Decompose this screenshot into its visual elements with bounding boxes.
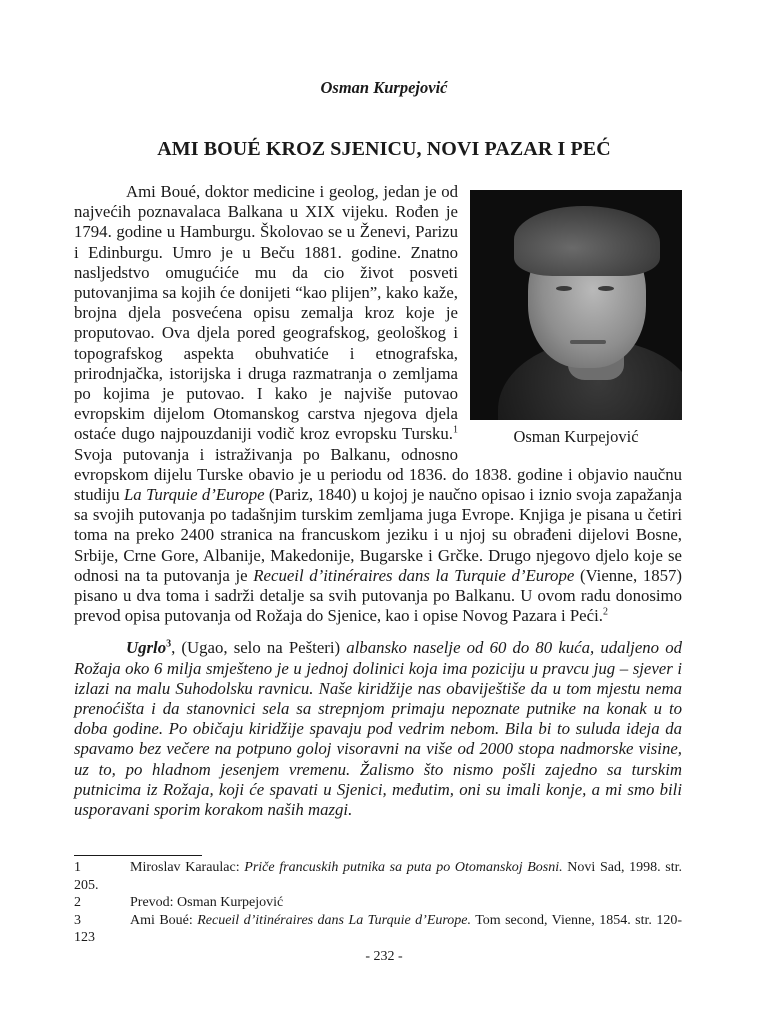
footnote-ref-1[interactable]: 1: [453, 424, 458, 436]
portrait-photo-icon: [470, 190, 682, 420]
book-title: La Turquie d’Europe: [123, 485, 265, 505]
book-title: Recueil d’itinéraires dans la Turquie d’Europe: [253, 565, 575, 585]
place-term: Ugrlo: [126, 638, 167, 658]
paragraph-text: Svoja putovanja i istraživanja po Balkanu, odnosno evropskom dijelu Turske obavio je u periodu od 1836. do 1838. godine i objavio naučnu studiju: [74, 444, 682, 505]
paragraph-text: Ami Boué, doktor medicine i geolog, jedan je od najvećih poznavalaca Balkana u XIX vijeku. Rođen je 1794. godine u Hamburgu. Školovao se u Ženevi, Parizu i Edinburgu. Umro je u Beču 1881. godine. Znatno nasljedstvo omugućiće mu da cio život posveti putovanjima sa kojih će donijeti “kao plijen”, kako kaže, brojna djela posvećena opisu zemalja kroz koje je proputovao. Ova djela pored geografskog, geološkog i topografskog aspekta obuhvatiće i etnografska, prirodnjačka, istorijska i druga razmatranja o zemljama po kojima je putovao. I kako je najviše putovao evropskim dijelom Otomanskog carstva njegova djela ostaće dugo najpouzdaniji vodič kroz evropsku Tursku.: [74, 182, 458, 444]
page-number: - 232 -: [365, 949, 403, 964]
footnote-ref-2[interactable]: 2: [602, 606, 608, 618]
article-title: AMI BOUÉ KROZ SJENICU, NOVI PAZAR I PEĆ: [157, 138, 611, 160]
photo-caption: Osman Kurpejović: [513, 427, 639, 446]
footnote-2: 2 Prevod: Osman Kurpejović: [74, 895, 284, 910]
paragraph-italic-text: albansko naselje od 60 do 80 kuća, udaljeno od Rožaja oko 6 milja smješteno je u jednoj dolinici koja ima poziciju u pravcu jug – sjever i izlazi na malu Suhodolsku ravnicu. Naše kiridžije nas obaviještiše da u tom mjestu nema prenoćišta i da stanovnici sela sa strepnjom primaju nepoznate putnike na konak u to doba godine. Po običaju kiridžije spavaju pod vedrim nebom. Bila bi to suluda ideja da spavamo bez večere na potpuno goloj visoravni na više od 2000 stopa nadmorske visine, uz to, po hladnom jesenjem vremenu. Žalismo što nismo pošli zajedno sa turskim putnicima iz Rožaja, koji će spavati u Sjenici, međutim, oni su imali konje, a mi smo bili usporavani sporim korakom naših mazgi.: [74, 638, 682, 820]
footnote-3: 3 Ami Boué: Recueil d’itinéraires dans La Turquie d’Europe. Tom second, Vienne, 1854. str. 120-123: [74, 912, 682, 945]
author-photo-figure: [470, 190, 682, 447]
paragraph-text: , (Ugao, selo na Pešteri): [171, 638, 347, 658]
paragraph-ugrlo: [74, 638, 682, 820]
article-body: [74, 182, 682, 820]
footnote-ref-3[interactable]: 3: [166, 638, 172, 650]
footnote-1: 1 Miroslav Karaulac: Priče francuskih putnika sa puta po Otomanskoj Bosni. Novi Sad, 1998. str. 205.: [74, 860, 682, 893]
author-heading: Osman Kurpejović: [320, 78, 448, 97]
paragraph-text: (Vienne, 1857) pisano u dva toma i sadrži detalje sa svih putovanja po Balkanu. U ovom radu donosimo prevod opisa putovanja od Rožaja do Sjenice, kao i opise Novog Pazara i Peći.: [74, 565, 682, 626]
footnote-divider: [74, 855, 202, 856]
footnotes: [74, 859, 682, 947]
paragraph-text: (Pariz, 1840) u kojoj je naučno opisao i iznio svoja zapažanja sa svojih putovanja po tadašnjim turskim zemljama juga Evrope. Knjiga je pisana u četiri toma na preko 2400 stranica na francuskom jeziku i u njoj su obrađeni dijelovi Bosne, Srbije, Crne Gore, Albanije, Makedonije, Bugarske i Grčke. Drugo njegovo djelo koje se odnosi na ta putovanja je: [74, 485, 683, 585]
